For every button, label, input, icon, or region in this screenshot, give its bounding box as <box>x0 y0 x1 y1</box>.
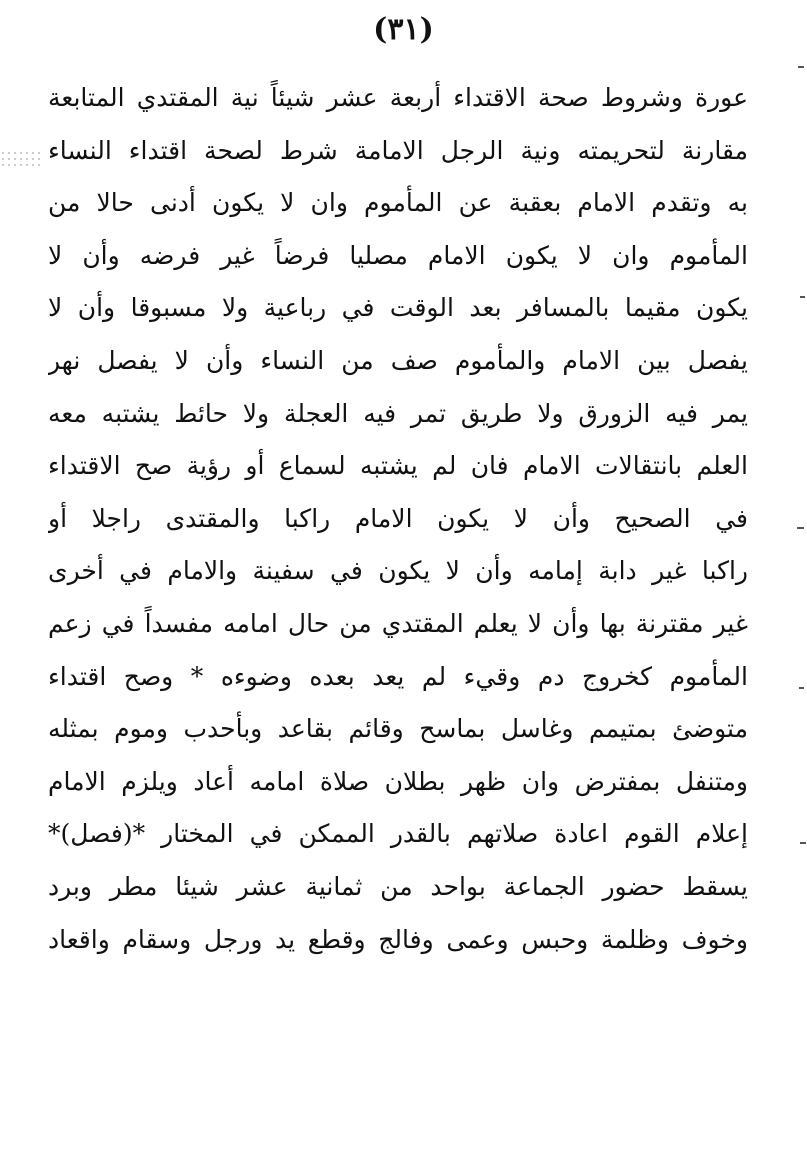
text-line: المأموم كخروج دم وقيء لم يعد بعده وضوءه * وصح اقتداء <box>48 661 748 691</box>
margin-mark <box>798 66 804 68</box>
margin-mark <box>797 527 804 529</box>
body-text <box>48 72 748 966</box>
text-line: إعلام القوم اعادة صلاتهم بالقدر الممكن في المختار *(فصل)* <box>48 819 748 849</box>
text-line: وخوف وظلمة وحبس وعمى وفالج وقطع يد ورجل وسقام واقعاد <box>48 924 748 954</box>
margin-mark <box>800 842 806 844</box>
page-number: (٣١) <box>373 12 434 47</box>
text-line: مقارنة لتحريمته ونية الرجل الامامة شرط لصحة اقتداء النساء <box>48 135 748 165</box>
text-line: ومتنفل بمفترض وان ظهر بطلان صلاة امامه أعاد ويلزم الامام <box>48 766 748 796</box>
text-line: العلم بانتقالات الامام فان لم يشتبه لسماع أو رؤية صح الاقتداء <box>48 451 748 481</box>
text-line: راكبا غير دابة إمامه وأن لا يكون في سفينة والامام في أخرى <box>48 556 748 586</box>
margin-mark <box>800 296 805 298</box>
text-line: يفصل بين الامام والمأموم صف من النساء وأن لا يفصل نهر <box>48 345 748 375</box>
scan-artifact <box>0 150 44 166</box>
text-line: غير مقترنة بها وأن لا يعلم المقتدي من حال امامه مفسداً في زعم <box>48 608 748 638</box>
text-line: عورة وشروط صحة الاقتداء أربعة عشر شيئاً نية المقتدي المتابعة <box>48 83 748 112</box>
text-line: يكون مقيما بالمسافر بعد الوقت في رباعية ولا مسبوقا وأن لا <box>48 293 748 323</box>
text-line: به وتقدم الامام بعقبة عن المأموم وان لا يكون أدنى حالا من <box>48 188 748 218</box>
text-line: متوضئ بمتيمم وغاسل بماسح وقائم بقاعد وبأحدب وموم بمثله <box>48 714 748 744</box>
text-line: المأموم وان لا يكون الامام مصليا فرضاً غير فرضه وأن لا <box>48 240 748 270</box>
text-line: يسقط حضور الجماعة بواحد من ثمانية عشر شيئا مطر وبرد <box>48 871 748 901</box>
text-line: يمر فيه الزورق ولا طريق تمر فيه العجلة ولا حائط يشتبه معه <box>48 398 748 428</box>
text-line: في الصحيح وأن لا يكون الامام راكبا والمقتدى راجلا أو <box>48 503 748 533</box>
margin-mark <box>799 687 804 689</box>
